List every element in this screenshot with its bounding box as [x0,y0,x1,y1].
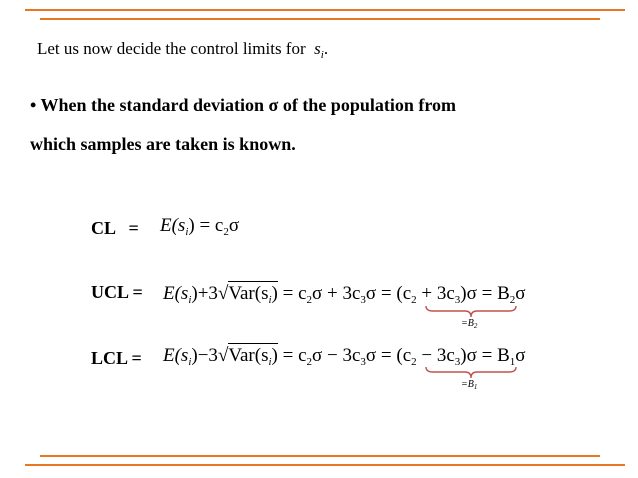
lcl-brace-sub: 1 [473,383,478,391]
ucl-expr-d: σ + 3c [312,283,361,304]
ucl-brace-text: =B [461,318,474,329]
ucl-c2b: 2 [411,294,417,306]
lcl-expr-g: )σ = B [460,345,510,366]
ucl-expr-g: )σ = B [460,283,510,304]
lcl-c3b: 3 [454,356,461,368]
cl-equals: = [128,218,139,238]
lcl-brace-label [461,379,477,391]
lcl-expr-e: σ = (c [365,345,412,366]
bullet-line-2 [30,134,296,155]
ucl-c3b: 3 [454,294,461,306]
lcl-label-text: LCL = [91,348,142,368]
bullet-line-1 [30,95,456,116]
bottom-rule-outer [25,464,625,466]
lcl-expr-c: = c [277,345,307,366]
lcl-c2: 2 [306,356,313,368]
ucl-formula [163,281,526,306]
ucl-brace-sub: 2 [473,322,478,330]
lcl-sigma: σ [515,345,526,366]
ucl-expr-e: σ = (c [365,283,412,304]
lcl-brace-text: =B [461,379,474,390]
cl-sub: i [185,226,189,238]
lcl-sqrt-body [228,343,278,368]
cl-sigma: σ [228,215,240,236]
cl-c-sub: 2 [223,226,229,238]
ucl-c2: 2 [306,294,313,306]
ucl-var-close: ) [271,283,278,304]
bullet-text-1: When the standard deviation σ of the population from [40,95,457,115]
ucl-label [91,282,143,303]
lcl-var: Var(s [228,345,269,366]
ucl-sigma: σ [515,283,526,304]
intro-line [37,39,328,61]
lcl-label [91,348,142,369]
lcl-expr-f: − 3c [416,345,455,366]
intro-variable: s [314,39,321,58]
lcl-expr-a: E(s [163,345,189,366]
cl-label-text: CL [91,218,116,238]
lcl-b-sub: 1 [509,356,516,368]
intro-period: . [323,39,329,58]
bottom-rule-inner [40,455,600,457]
lcl-var-sub: i [268,356,272,368]
cl-rest: ) = c [188,215,224,236]
cl-label [91,218,139,239]
bullet-symbol: • [30,95,37,115]
intro-variable-subscript: i [320,49,324,61]
bullet-text-2: which samples are taken is known. [30,134,296,154]
top-rule-outer [25,9,625,11]
ucl-sqrt-sign: √ [217,283,229,304]
intro-text: Let us now decide the control limits for [37,39,306,58]
ucl-expr-a: E(s [163,283,189,304]
lcl-c3: 3 [360,356,366,368]
lcl-sqrt-sign: √ [217,345,229,366]
ucl-expr-f: + 3c [416,283,455,304]
ucl-expr-c: = c [277,283,307,304]
ucl-brace-label [461,318,477,330]
ucl-label-text: UCL = [91,282,143,302]
lcl-var-close: ) [271,345,278,366]
top-rule-inner [40,18,600,20]
ucl-expr-a-sub: i [188,294,192,306]
ucl-b-sub: 2 [509,294,516,306]
lcl-expr-d: σ − 3c [312,345,361,366]
ucl-c3: 3 [360,294,366,306]
lcl-formula [163,343,526,368]
ucl-sqrt-body [228,281,278,306]
ucl-var: Var(s [228,283,269,304]
ucl-expr-b: )+3 [191,283,218,304]
ucl-var-sub: i [268,294,272,306]
lcl-underbrace [425,366,517,380]
ucl-underbrace [425,305,517,319]
cl-expr: E(s [160,215,186,236]
cl-formula [160,215,239,238]
lcl-expr-b: )−3 [191,345,218,366]
lcl-c2b: 2 [411,356,417,368]
lcl-expr-a-sub: i [188,356,192,368]
